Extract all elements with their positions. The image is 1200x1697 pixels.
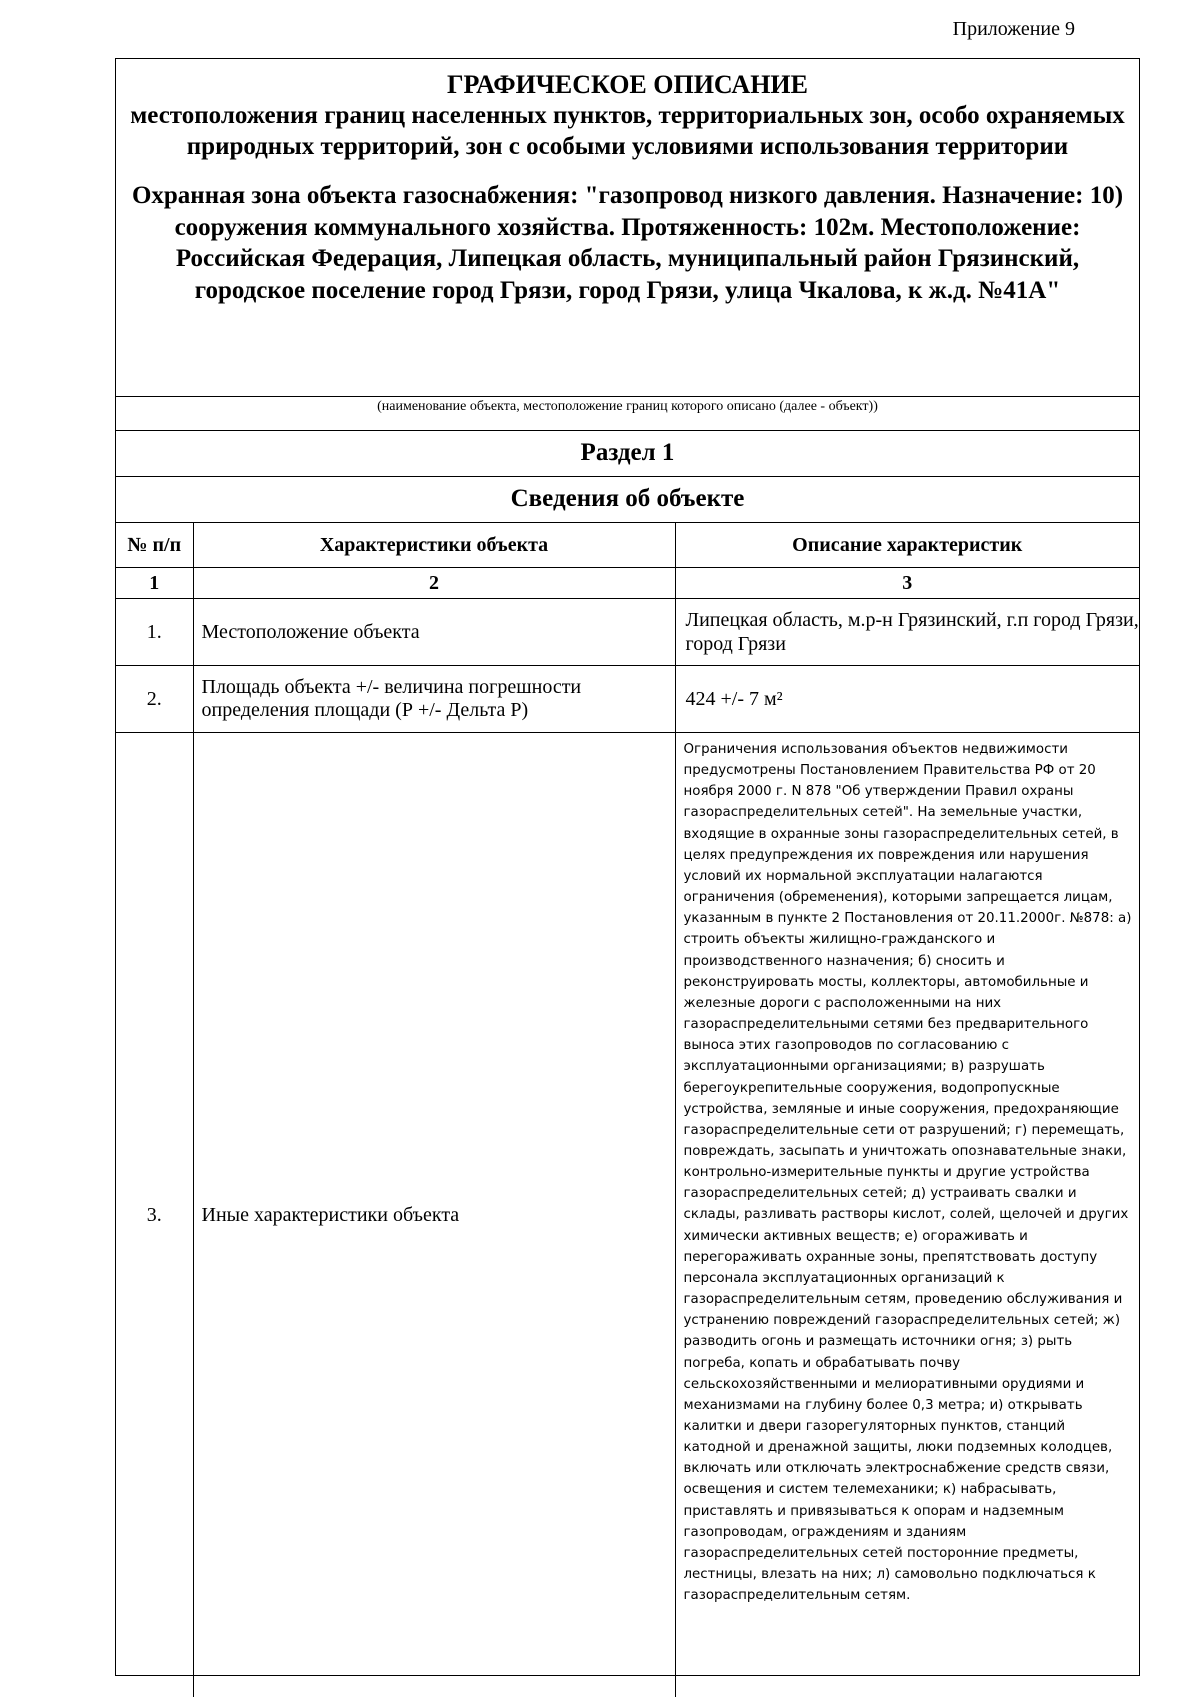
document-frame xyxy=(115,58,1140,1676)
row-description: Ограничения использования объектов недвижимости предусмотрены Постановлением Правительства РФ от 20 ноября 2000 г. N 878 "Об утверждении Правил охраны газораспределительных сетей". На земельные участки, входящие в охранные зоны газораспределительных сетей, в целях предупреждения их повреждения или нарушения условий их нормальной эксплуатации налагаются ограничения (обременения), которыми запрещается лицам, указанным в пункте 2 Постановления от 20.11.2000г. №878: а) строить объекты жилищно-гражданского и производственного назначения; б) сносить и реконструировать мосты, коллекторы, автомобильные и железные дороги с расположенными на них газораспределительными сетями без предварительного выноса этих газопроводов по согласованию с эксплуатационными организациями; в) разрушать берегоукрепительные сооружения, водопропускные устройства, земляные и иные сооружения, предохраняющие газораспределительные сети от разрушений; г) перемещать, повреждать, засыпать и уничтожать опознавательные знаки, контрольно-измерительные пункты и другие устройства газораспределительных сетей; д) устраивать свалки и склады, разливать растворы кислот, солей, щелочей и других химически активных веществ; е) огораживать и перегораживать охранные зоны, препятствовать доступу персонала эксплуатационных организаций к газораспределительным сетям, проведению обслуживания и устранению повреждений газораспределительных сетей; ж) разводить огонь и размещать источники огня; з) рыть погреба, копать и обрабатывать почву сельскохозяйственными и мелиоративными орудиями и механизмами на глубину более 0,3 метра; и) открывать калитки и двери газорегуляторных пунктов, станций катодной и дренажной защиты, люки подземных колодцев, включать или отключать электроснабжение средств связи, освещения и систем телемеханики; к) набрасывать, приставлять и привязываться к опорам и надземным газопроводам, ограждениям и зданиям газораспределительных сетей посторонние предметы, лестницы, влезать на них; л) самовольно подключаться к газораспределительным сетям. xyxy=(675,733,1139,1697)
row-number: 1. xyxy=(116,599,193,666)
row-description: 424 +/- 7 м² xyxy=(675,666,1139,733)
caption-divider xyxy=(116,396,1139,397)
object-name: Охранная зона объекта газоснабжения: "газопровод низкого давления. Назначение: 10) сооружения коммунального хозяйства. Протяженность: 102м. Местоположение: Российская Федерация, Липецкая область, муниципальный район Грязинский, городское поселение город Грязи, город Грязи, улица Чкалова, к ж.д. №41А" xyxy=(131,182,1124,304)
table-row xyxy=(116,733,1139,1697)
column-number: 3 xyxy=(675,568,1139,599)
column-number: 2 xyxy=(193,568,675,599)
document-subtitle: местоположения границ населенных пунктов, территориальных зон, особо охраняемых природных территорий, зон с особыми условиями использования территории xyxy=(130,102,1125,160)
header-description: Описание характеристик xyxy=(675,523,1139,568)
section-title: Сведения об объекте xyxy=(116,476,1139,522)
appendix-label: Приложение 9 xyxy=(952,18,1075,40)
row-number: 2. xyxy=(116,666,193,733)
row-characteristic: Иные характеристики объекта xyxy=(193,733,675,1697)
row-characteristic: Местоположение объекта xyxy=(193,599,675,666)
column-number: 1 xyxy=(116,568,193,599)
row-number: 3. xyxy=(116,733,193,1697)
section-label: Раздел 1 xyxy=(116,430,1139,476)
table-header-row xyxy=(116,523,1139,568)
table-row xyxy=(116,599,1139,666)
table-column-numbers-row xyxy=(116,568,1139,599)
object-info-table xyxy=(116,522,1139,1697)
header-number: № п/п xyxy=(116,523,193,568)
row-characteristic: Площадь объекта +/- величина погрешности определения площади (Р +/- Дельта Р) xyxy=(193,666,675,733)
header-block xyxy=(116,59,1139,397)
document-title: ГРАФИЧЕСКОЕ ОПИСАНИЕ xyxy=(447,70,808,99)
table-row xyxy=(116,666,1139,733)
header-characteristic: Характеристики объекта xyxy=(193,523,675,568)
row-description: Липецкая область, м.р-н Грязинский, г.п город Грязи, город Грязи xyxy=(675,599,1139,666)
object-caption: (наименование объекта, местоположение границ которого описано (далее - объект)) xyxy=(377,399,878,414)
